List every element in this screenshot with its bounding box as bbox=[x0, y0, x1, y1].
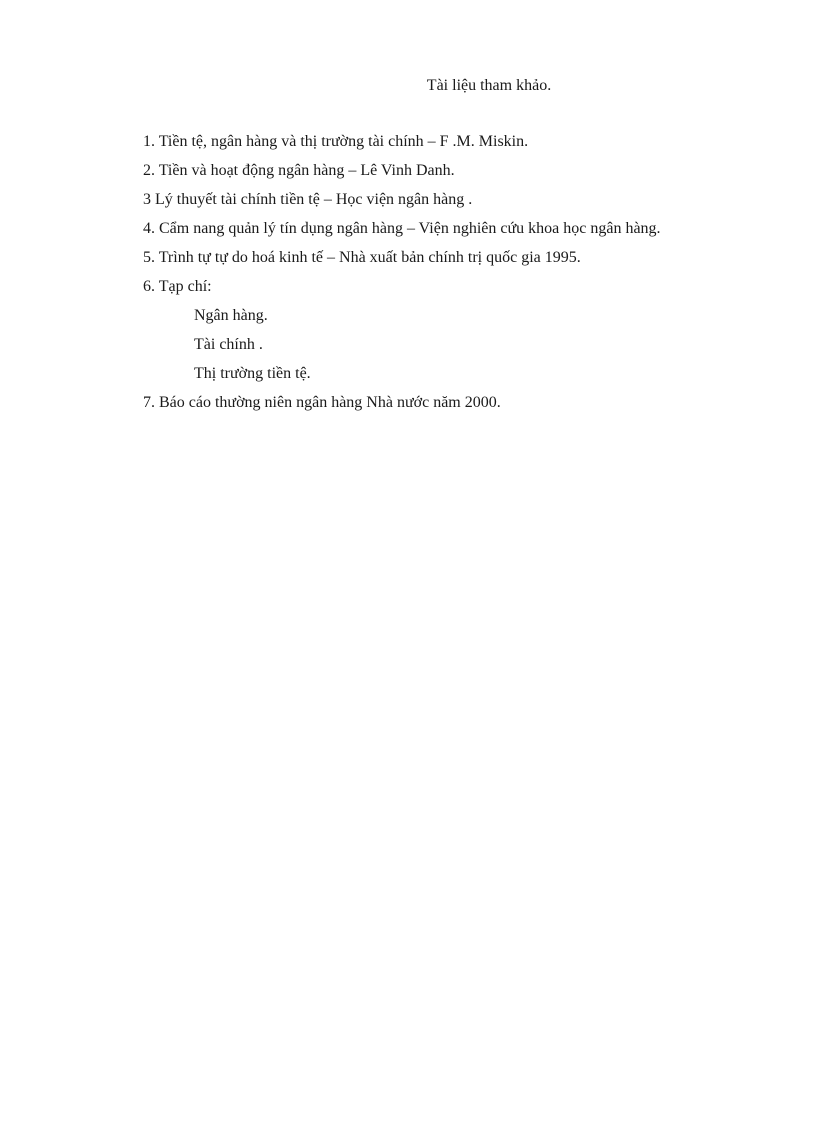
reference-item-4: 4. Cẩm nang quản lý tín dụng ngân hàng – Viện nghiên cứu khoa học ngân hàng. bbox=[143, 220, 661, 237]
reference-item-7: 7. Báo cáo thường niên ngân hàng Nhà nước năm 2000. bbox=[143, 394, 501, 411]
journal-item-2: Tài chính . bbox=[194, 336, 263, 353]
reference-item-2: 2. Tiền và hoạt động ngân hàng – Lê Vinh Danh. bbox=[143, 162, 455, 179]
reference-item-6: 6. Tạp chí: bbox=[143, 278, 212, 295]
reference-item-3: 3 Lý thuyết tài chính tiền tệ – Học viện ngân hàng . bbox=[143, 191, 473, 208]
reference-list bbox=[143, 127, 733, 417]
journal-item-3: Thị trường tiền tệ. bbox=[194, 365, 311, 382]
reference-item-5: 5. Trình tự tự do hoá kinh tế – Nhà xuất bản chính trị quốc gia 1995. bbox=[143, 249, 581, 266]
journal-item-1: Ngân hàng. bbox=[194, 307, 268, 324]
document-title: Tài liệu tham khảo. bbox=[426, 77, 552, 94]
reference-item-1: 1. Tiền tệ, ngân hàng và thị trường tài chính – F .M. Miskin. bbox=[143, 133, 529, 150]
